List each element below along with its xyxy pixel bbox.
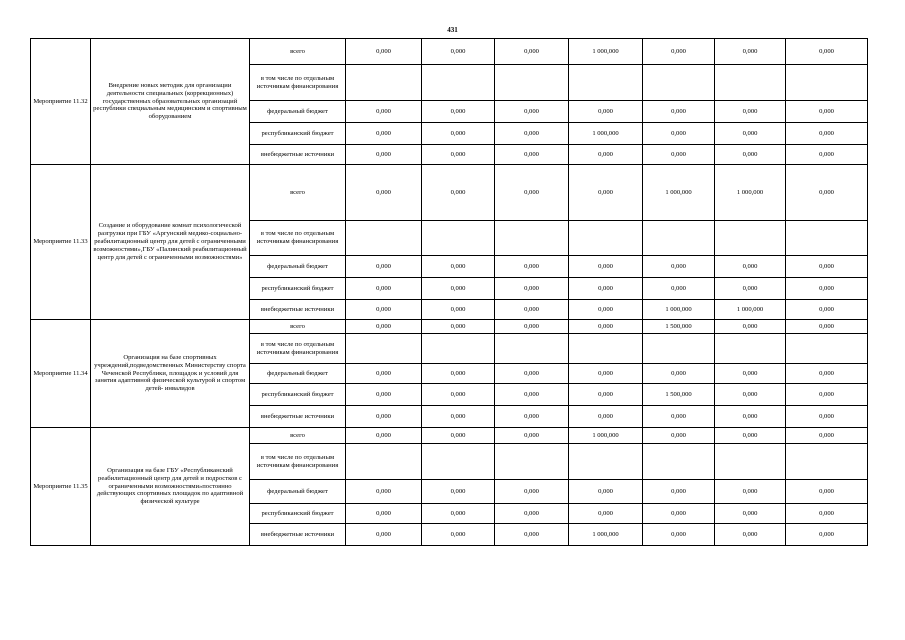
value-cell: 1 000,000 <box>569 39 643 65</box>
funding-source-label: внебюджетные источники <box>250 524 346 546</box>
value-cell: 0,000 <box>346 524 422 546</box>
value-cell <box>569 221 643 256</box>
value-cell <box>715 221 786 256</box>
funding-source-label: республиканский бюджет <box>250 504 346 524</box>
value-cell: 0,000 <box>495 364 569 384</box>
value-cell: 0,000 <box>786 300 868 320</box>
value-cell <box>495 334 569 364</box>
value-cell <box>643 65 715 101</box>
value-cell: 0,000 <box>786 145 868 165</box>
activity-title: Организация на базе ГБУ «Республиканский реабилитационный центр для детей и подростков с ограниченными возможностями»постоянно действующих спортивных площадок по адаптивной физической культуре <box>91 428 250 546</box>
value-cell <box>495 221 569 256</box>
value-cell <box>643 334 715 364</box>
value-cell: 0,000 <box>346 384 422 406</box>
value-cell: 0,000 <box>643 480 715 504</box>
value-cell: 0,000 <box>495 428 569 444</box>
value-cell: 0,000 <box>495 278 569 300</box>
value-cell: 0,000 <box>346 123 422 145</box>
activity-title: Создание и оборудование комнат психологической разгрузки при ГБУ «Аргунский медико-социально-реабилитационный центр для детей с ограниченными возможностями»,ГБУ «Палинский реабилитационный центр для детей с ограниченными возможностями» <box>91 165 250 320</box>
activity-code: Мероприятие 11.32 <box>31 39 91 165</box>
value-cell: 1 500,000 <box>643 384 715 406</box>
value-cell <box>715 444 786 480</box>
value-cell: 0,000 <box>643 123 715 145</box>
value-cell: 0,000 <box>422 428 495 444</box>
value-cell: 0,000 <box>346 480 422 504</box>
value-cell: 0,000 <box>346 145 422 165</box>
funding-source-label: внебюджетные источники <box>250 145 346 165</box>
value-cell: 0,000 <box>715 428 786 444</box>
value-cell: 0,000 <box>786 384 868 406</box>
value-cell: 0,000 <box>495 256 569 278</box>
value-cell: 0,000 <box>495 384 569 406</box>
value-cell: 0,000 <box>569 145 643 165</box>
value-cell: 0,000 <box>786 320 868 334</box>
value-cell: 0,000 <box>422 406 495 428</box>
value-cell: 0,000 <box>495 145 569 165</box>
value-cell: 0,000 <box>715 101 786 123</box>
value-cell: 0,000 <box>715 384 786 406</box>
value-cell: 0,000 <box>643 504 715 524</box>
value-cell: 0,000 <box>643 145 715 165</box>
value-cell: 0,000 <box>495 165 569 221</box>
value-cell: 0,000 <box>569 384 643 406</box>
value-cell: 0,000 <box>422 39 495 65</box>
value-cell: 0,000 <box>786 123 868 145</box>
value-cell: 0,000 <box>786 256 868 278</box>
value-cell: 1 000,000 <box>569 428 643 444</box>
value-cell: 0,000 <box>346 364 422 384</box>
value-cell: 0,000 <box>643 101 715 123</box>
value-cell: 1 000,000 <box>643 165 715 221</box>
value-cell: 0,000 <box>643 524 715 546</box>
value-cell: 0,000 <box>422 256 495 278</box>
value-cell: 0,000 <box>715 504 786 524</box>
value-cell: 0,000 <box>346 256 422 278</box>
value-cell: 0,000 <box>495 480 569 504</box>
value-cell: 0,000 <box>346 406 422 428</box>
value-cell <box>495 444 569 480</box>
value-cell: 0,000 <box>422 504 495 524</box>
funding-source-label: федеральный бюджет <box>250 256 346 278</box>
value-cell: 0,000 <box>715 406 786 428</box>
budget-table <box>30 38 868 546</box>
activity-title: Внедрение новых методик для организации деятельности специальных (коррекционных) государственных образовательных организаций республики специальным медицинским и спортивным оборудованием <box>91 39 250 165</box>
value-cell: 0,000 <box>422 101 495 123</box>
value-cell: 0,000 <box>715 524 786 546</box>
page-number: 431 <box>447 26 458 34</box>
value-cell: 0,000 <box>715 145 786 165</box>
value-cell: 1 000,000 <box>569 524 643 546</box>
funding-source-label: внебюджетные источники <box>250 300 346 320</box>
value-cell: 0,000 <box>346 101 422 123</box>
value-cell: 0,000 <box>786 428 868 444</box>
value-cell: 0,000 <box>786 406 868 428</box>
value-cell: 0,000 <box>422 320 495 334</box>
value-cell: 0,000 <box>643 278 715 300</box>
value-cell: 0,000 <box>715 39 786 65</box>
value-cell: 0,000 <box>715 256 786 278</box>
value-cell: 0,000 <box>643 364 715 384</box>
value-cell <box>786 221 868 256</box>
activity-code: Мероприятие 11.33 <box>31 165 91 320</box>
value-cell <box>643 221 715 256</box>
value-cell: 0,000 <box>569 278 643 300</box>
value-cell <box>569 444 643 480</box>
value-cell: 1 000,000 <box>715 300 786 320</box>
value-cell: 0,000 <box>422 524 495 546</box>
value-cell: 0,000 <box>569 364 643 384</box>
value-cell: 0,000 <box>495 504 569 524</box>
funding-source-label: республиканский бюджет <box>250 278 346 300</box>
value-cell: 0,000 <box>786 524 868 546</box>
value-cell: 0,000 <box>346 428 422 444</box>
funding-source-label: федеральный бюджет <box>250 101 346 123</box>
value-cell <box>643 444 715 480</box>
value-cell: 0,000 <box>643 256 715 278</box>
value-cell: 0,000 <box>422 165 495 221</box>
value-cell <box>422 444 495 480</box>
activity-code: Мероприятие 11.35 <box>31 428 91 546</box>
value-cell: 0,000 <box>786 278 868 300</box>
value-cell <box>346 334 422 364</box>
value-cell: 0,000 <box>715 278 786 300</box>
funding-source-label: республиканский бюджет <box>250 384 346 406</box>
value-cell: 0,000 <box>643 428 715 444</box>
value-cell: 0,000 <box>786 364 868 384</box>
value-cell: 1 500,000 <box>643 320 715 334</box>
value-cell <box>346 65 422 101</box>
table-row <box>31 39 868 65</box>
table-row <box>31 165 868 221</box>
value-cell <box>495 65 569 101</box>
value-cell: 0,000 <box>786 480 868 504</box>
value-cell: 0,000 <box>346 278 422 300</box>
value-cell: 0,000 <box>569 320 643 334</box>
value-cell: 0,000 <box>786 504 868 524</box>
value-cell <box>715 334 786 364</box>
value-cell: 0,000 <box>495 320 569 334</box>
value-cell: 0,000 <box>422 480 495 504</box>
value-cell: 1 000,000 <box>715 165 786 221</box>
value-cell: 0,000 <box>422 123 495 145</box>
value-cell <box>786 444 868 480</box>
value-cell <box>422 65 495 101</box>
value-cell: 0,000 <box>346 300 422 320</box>
value-cell: 0,000 <box>569 300 643 320</box>
value-cell <box>569 65 643 101</box>
funding-source-label: всего <box>250 165 346 221</box>
value-cell: 0,000 <box>786 165 868 221</box>
value-cell: 0,000 <box>643 39 715 65</box>
value-cell: 0,000 <box>346 165 422 221</box>
funding-source-label: в том числе по отдельным источникам финансирования <box>250 444 346 480</box>
value-cell <box>422 221 495 256</box>
value-cell: 0,000 <box>495 406 569 428</box>
value-cell: 0,000 <box>495 123 569 145</box>
funding-source-label: республиканский бюджет <box>250 123 346 145</box>
table-row <box>31 428 868 444</box>
value-cell: 0,000 <box>495 524 569 546</box>
funding-source-label: федеральный бюджет <box>250 364 346 384</box>
funding-source-label: в том числе по отдельным источникам финансирования <box>250 221 346 256</box>
value-cell: 0,000 <box>495 39 569 65</box>
value-cell: 0,000 <box>346 320 422 334</box>
value-cell: 0,000 <box>569 504 643 524</box>
value-cell: 1 000,000 <box>569 123 643 145</box>
value-cell: 1 000,000 <box>643 300 715 320</box>
value-cell <box>346 444 422 480</box>
value-cell <box>715 65 786 101</box>
value-cell: 0,000 <box>715 123 786 145</box>
value-cell: 0,000 <box>495 101 569 123</box>
activity-title: Организация на базе спортивных учреждений,подведомственных Министерству спорта Чеченской Республики, площадок и условий для занятия адаптивной физической культурой и спортом детей- инвалидов <box>91 320 250 428</box>
value-cell: 0,000 <box>715 320 786 334</box>
value-cell: 0,000 <box>569 480 643 504</box>
funding-source-label: всего <box>250 428 346 444</box>
value-cell: 0,000 <box>569 256 643 278</box>
value-cell: 0,000 <box>422 364 495 384</box>
value-cell: 0,000 <box>422 384 495 406</box>
value-cell <box>569 334 643 364</box>
value-cell: 0,000 <box>422 145 495 165</box>
value-cell: 0,000 <box>569 406 643 428</box>
funding-source-label: в том числе по отдельным источникам финансирования <box>250 65 346 101</box>
value-cell <box>786 65 868 101</box>
value-cell: 0,000 <box>495 300 569 320</box>
value-cell: 0,000 <box>786 101 868 123</box>
value-cell <box>422 334 495 364</box>
value-cell: 0,000 <box>715 480 786 504</box>
value-cell: 0,000 <box>346 504 422 524</box>
value-cell <box>346 221 422 256</box>
funding-source-label: внебюджетные источники <box>250 406 346 428</box>
activity-code: Мероприятие 11.34 <box>31 320 91 428</box>
value-cell: 0,000 <box>569 165 643 221</box>
value-cell: 0,000 <box>569 101 643 123</box>
value-cell: 0,000 <box>422 300 495 320</box>
value-cell: 0,000 <box>643 406 715 428</box>
funding-source-label: в том числе по отдельным источникам финансирования <box>250 334 346 364</box>
funding-source-label: федеральный бюджет <box>250 480 346 504</box>
funding-source-label: всего <box>250 320 346 334</box>
value-cell: 0,000 <box>422 278 495 300</box>
value-cell: 0,000 <box>786 39 868 65</box>
value-cell: 0,000 <box>346 39 422 65</box>
value-cell <box>786 334 868 364</box>
table-row <box>31 320 868 334</box>
value-cell: 0,000 <box>715 364 786 384</box>
funding-source-label: всего <box>250 39 346 65</box>
